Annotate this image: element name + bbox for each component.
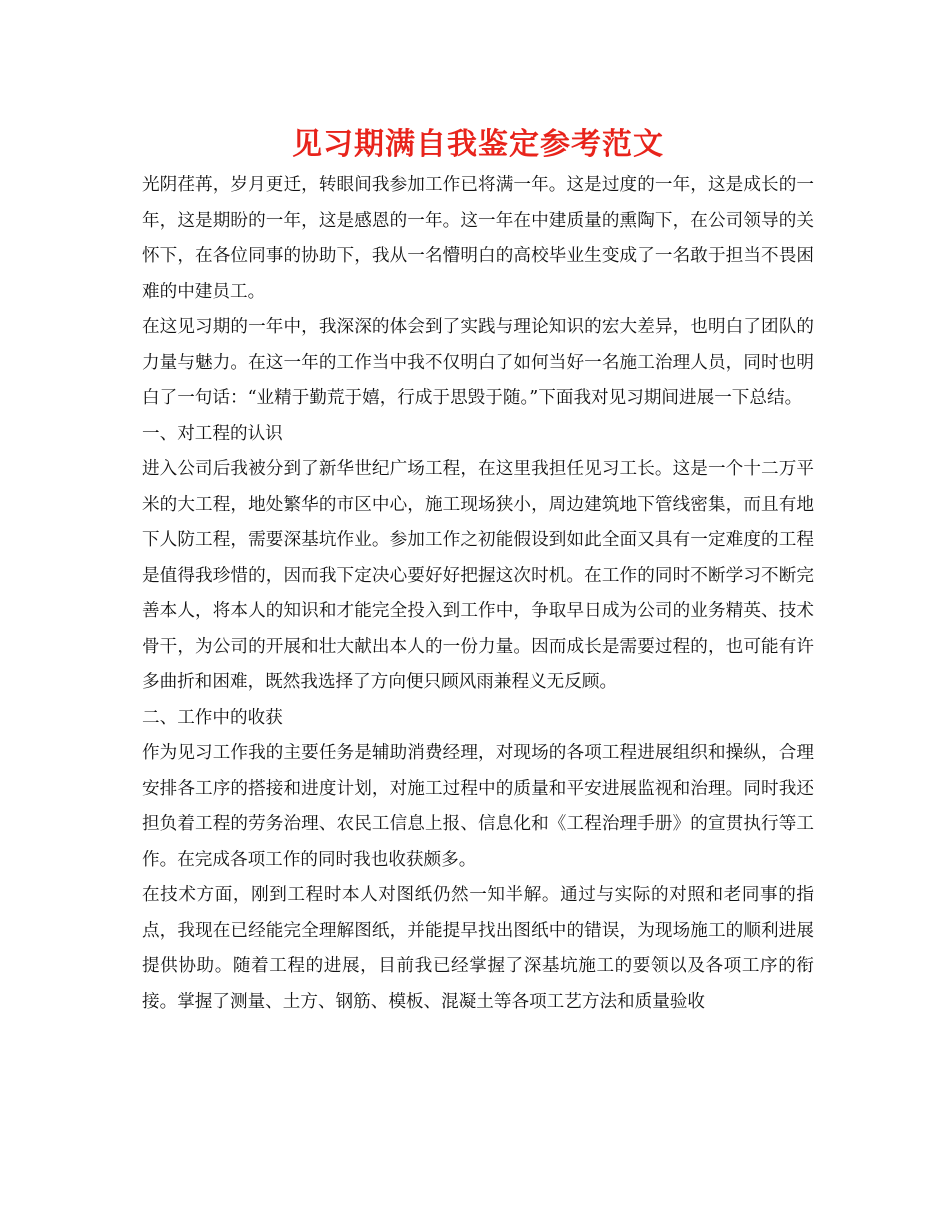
paragraph-summary-intro: 在这见习期的一年中，我深深的体会到了实践与理论知识的宏大差异，也明白了团队的力量与魅力。在这一年的工作当中我不仅明白了如何当好一名施工治理人员，同时也明白了一句话：“业精于勤荒于嬉，行成于思毁于随。”下面我对见习期间进展一下总结。 <box>142 317 814 408</box>
section-heading-2: 二、工作中的收获 <box>142 707 283 728</box>
section-heading-1: 一、对工程的认识 <box>142 423 283 444</box>
paragraph-work-duties: 作为见习工作我的主要任务是辅助消费经理，对现场的各项工程进展组织和操纵，合理安排各工序的搭接和进度计划，对施工过程中的质量和平安进展监视和治理。同时我还担负着工程的劳务治理、农民工信息上报、信息化和《工程治理手册》的宣贯执行等工作。在完成各项工作的同时我也收获颇多。 <box>142 743 814 870</box>
paragraph-technical-gains: 在技术方面，刚到工程时本人对图纸仍然一知半解。通过与实际的对照和老同事的指点，我现在已经能完全理解图纸，并能提早找出图纸中的错误，为现场施工的顺利进展提供协助。随着工程的进展，目前我已经掌握了深基坑施工的要领以及各项工序的衔接。掌握了测量、土方、钢筋、模板、混凝土等各项工艺方法和质量验收 <box>142 885 814 1012</box>
paragraph-intro: 光阴荏苒，岁月更迁，转眼间我参加工作已将满一年。这是过度的一年，这是成长的一年，这是期盼的一年，这是感恩的一年。这一年在中建质量的熏陶下，在公司领导的关怀下，在各位同事的协助下，我从一名懵明白的高校毕业生变成了一名敢于担当不畏困难的中建员工。 <box>142 175 814 302</box>
document-title: 见习期满自我鉴定参考范文 <box>292 127 664 162</box>
document-page <box>142 122 814 1020</box>
document-body <box>142 168 814 1020</box>
paragraph-project-understanding: 进入公司后我被分到了新华世纪广场工程，在这里我担任见习工长。这是一个十二万平米的大工程，地处繁华的市区中心，施工现场狭小，周边建筑地下管线密集，而且有地下人防工程，需要深基坑作业。参加工作之初能假设到如此全面又具有一定难度的工程是值得我珍惜的，因而我下定决心要好好把握这次时机。在工作的同时不断学习不断完善本人，将本人的知识和才能完全投入到工作中，争取早日成为公司的业务精英、技术骨干，为公司的开展和壮大献出本人的一份力量。因而成长是需要过程的，也可能有许多曲折和困难，既然我选择了方向便只顾风雨兼程义无反顾。 <box>142 459 814 692</box>
